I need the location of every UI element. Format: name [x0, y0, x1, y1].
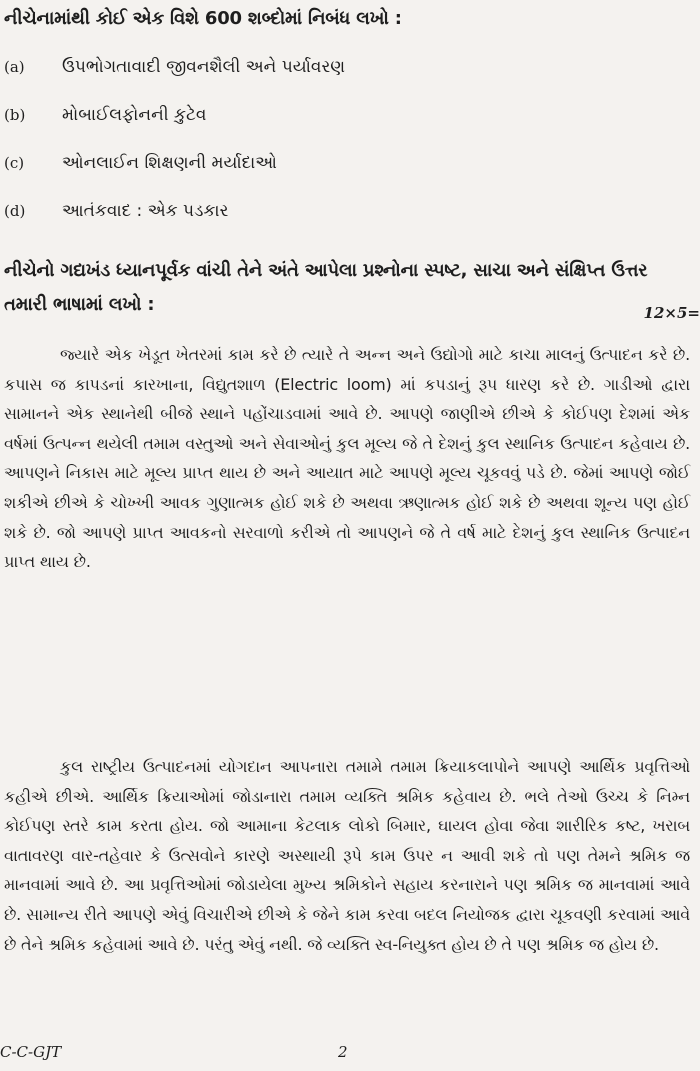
essay-option-d [4, 194, 692, 228]
essay-option-c [4, 146, 692, 180]
option-text: મોબાઈલફોનની કુટેવ [62, 105, 207, 125]
option-marker: (d) [4, 202, 26, 220]
page-number: 2 [338, 1043, 348, 1061]
essay-question-heading: નીચેનામાંથી કોઈ એક વિશે 600 શબ્દોમાં નિબંધ લખો : [4, 8, 402, 29]
passage-paragraph-1: જ્યારે એક ખેડૂત ખેતરમાં કામ કરે છે ત્યારે તે અન્ન અને ઉદ્યોગો માટે કાચા માલનું ઉત્પાદન કરે છે. કપાસ જ કાપડનાં કારખાના, વિદ્યુતશાળ (Electric loom) માં કપડાનું રૂપ ધારણ કરે છે. ગાડીઓ દ્વારા સામાનને એક સ્થાનેથી બીજે સ્થાને પહોંચાડવામાં આવે છે. આપણે જાણીએ છીએ કે કોઈપણ દેશમાં એક વર્ષમાં ઉત્પન્ન થયેલી તમામ વસ્તુઓ અને સેવાઓનું કુલ મૂલ્ય જે તે દેશનું કુલ સ્થાનિક ઉત્પાદન કહેવાય છે. આપણને નિકાસ માટે મૂલ્ય પ્રાપ્ત થાય છે અને આયાત માટે આપણે મૂલ્ય ચૂકવવું પડે છે. જેમાં આપણે જોઈ શકીએ છીએ કે ચોખ્ખી આવક ગુણાત્મક હોઈ શકે છે અથવા ઋણાત્મક હોઈ શકે છે અથવા શૂન્ય પણ હોઈ શકે છે. જો આપણે પ્રાપ્ત આવકનો સરવાળો કરીએ તો આપણને જે તે વર્ષ માટે દેશનું કુલ સ્થાનિક ઉત્પાદન પ્રાપ્ત થાય છે. [4, 345, 690, 572]
marks-allocation: 12×5= [643, 304, 700, 322]
option-marker: (b) [4, 106, 26, 124]
comprehension-question-heading: નીચેનો ગદ્યખંડ ધ્યાનપૂર્વક વાંચી તેને અંતે આપેલા પ્રશ્નોના સ્પષ્ટ, સાચા અને સંક્ષિપ્ત ઉત્તર તમારી ભાષામાં લખો : [4, 260, 648, 315]
option-text: ઓનલાઈન શિક્ષણની મર્યાદાઓ [62, 153, 277, 173]
page-footer [0, 1038, 700, 1066]
option-text: ઉપભોગતાવાદી જીવનશૈલી અને પર્યાવરણ [62, 57, 346, 77]
option-text: આતંકવાદ : એક પડકાર [62, 201, 229, 221]
option-marker: (c) [4, 154, 25, 172]
essay-option-b [4, 98, 692, 132]
essay-option-a [4, 50, 692, 84]
option-marker: (a) [4, 58, 25, 76]
paper-code: C-C-GJT [0, 1043, 62, 1061]
passage-paragraph-2: કુલ રાષ્ટ્રીય ઉત્પાદનમાં યોગદાન આપનારા તમામે તમામ ક્રિયાકલાપોને આપણે આર્થિક પ્રવૃત્તિઓ કહીએ છીએ. આર્થિક ક્રિયાઓમાં જોડાનારા તમામ વ્યક્તિ શ્રમિક કહેવાય છે. ભલે તેઓ ઉચ્ચ કે નિમ્ન કોઈપણ સ્તરે કામ કરતા હોય. જો આમાના કેટલાક લોકો બિમાર, ઘાયલ હોવા જેવા શારીરિક કષ્ટ, ખરાબ વાતાવરણ વાર-તહેવાર કે ઉત્સવોને કારણે અસ્થાયી રૂપે કામ ઉપર ન આવી શકે તો પણ તેમને શ્રમિક જ માનવામાં આવે છે. આ પ્રવૃત્તિઓમાં જોડાયેલા મુખ્ય શ્રમિકોને સહાય કરનારાને પણ શ્રમિક જ માનવામાં આવે છે. સામાન્ય રીતે આપણે એવું વિચારીએ છીએ કે જેને કામ કરવા બદલ નિયોજક દ્વારા ચૂકવણી કરવામાં આવે છે તેને શ્રમિક કહેવામાં આવે છે. પરંતુ એવું નથી. જે વ્યક્તિ સ્વ-નિયુક્ત હોય છે તે પણ શ્રમિક જ હોય છે. [4, 757, 690, 954]
